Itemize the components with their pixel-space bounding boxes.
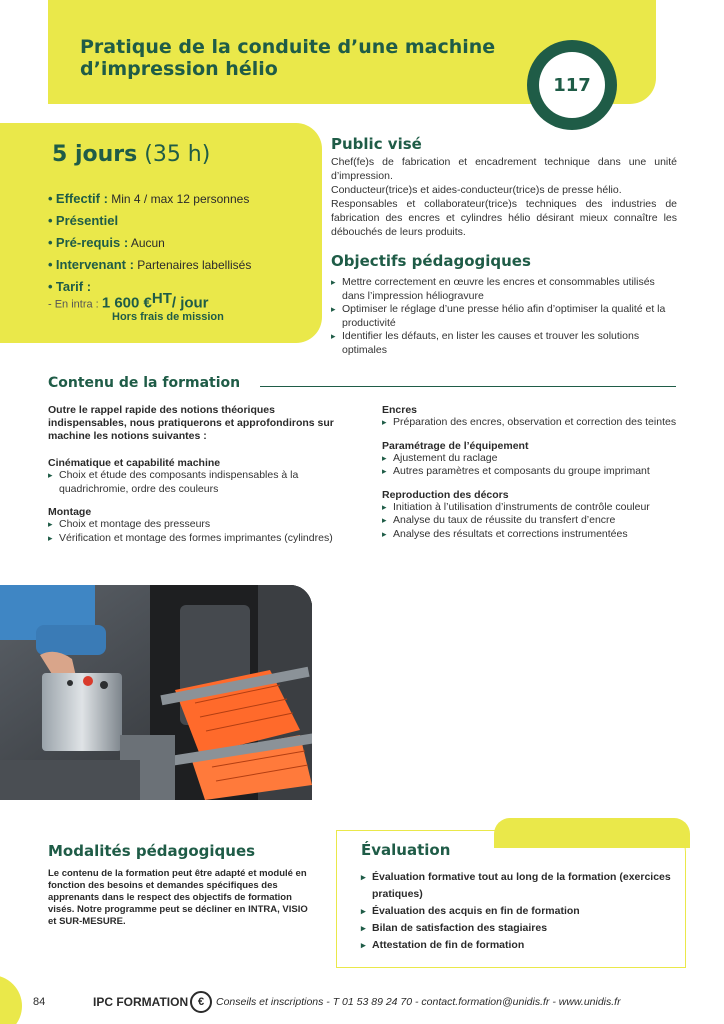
objectives-title: Objectifs pédagogiques [331, 252, 531, 270]
section-item: ▸ Choix et étude des composants indispensables à la quadrichromie, ordre des couleurs [48, 469, 348, 496]
section-item: ▸ Ajustement du raclage [382, 452, 682, 466]
section-item: ▸ Choix et montage des presseurs [48, 518, 348, 532]
evaluation-list [361, 869, 681, 954]
price-amount: 1 600 € [101, 294, 152, 312]
public-paragraph: Conducteur(trice)s et aides-conducteur(trice)s de presse hélio. [331, 184, 622, 196]
info-item: • Tarif : [48, 279, 92, 294]
evaluation-title: Évaluation [361, 841, 451, 859]
objectives-list [331, 276, 677, 357]
page-title: Pratique de la conduite d’une machine d’impression hélio [80, 36, 496, 80]
evaluation-item: ▸ Attestation de fin de formation [361, 937, 681, 954]
section-item: ▸ Autres paramètres et composants du groupe imprimant [382, 465, 682, 479]
objective-item: ▸ Mettre correctement en œuvre les encres et consommables utilisés dans l’impression héliogravure [331, 276, 677, 303]
section-list [382, 452, 682, 479]
section-item: ▸ Analyse des résultats et corrections instrumentées [382, 528, 682, 542]
brand-logo-icon: € [190, 991, 212, 1013]
content-divider [260, 386, 676, 387]
price-sup: HT [151, 290, 172, 307]
footer-contact: Conseils et inscriptions - T 01 53 89 24 70 - contact.formation@unidis.fr - www.unidis.fr [216, 996, 621, 1008]
section-title: Montage [48, 506, 92, 518]
page-number: 84 [33, 996, 46, 1008]
section-item: ▸ Vérification et montage des formes imprimantes (cylindres) [48, 532, 348, 546]
evaluation-item: ▸ Évaluation formative tout au long de la formation (exercices pratiques) [361, 869, 681, 903]
section-item: ▸ Préparation des encres, observation et correction des teintes [382, 416, 682, 430]
public-text [331, 155, 677, 239]
info-item: • Effectif : Min 4 / max 12 personnes [48, 191, 250, 206]
course-code: 117 [539, 52, 605, 118]
objective-item: ▸ Identifier les défauts, en lister les causes et trouver les solutions optimales [331, 330, 677, 357]
info-list [48, 188, 318, 298]
section-item: ▸ Analyse du taux de réussite du transfert d’encre [382, 514, 682, 528]
public-paragraph: Chef(fe)s de fabrication et encadrement technique dans une unité d’impression. [331, 156, 677, 182]
section-title: Reproduction des décors [382, 488, 509, 501]
printing-press-illustration [0, 585, 312, 800]
price-prefix: - En intra : [48, 298, 99, 311]
section-title: Encres [382, 404, 418, 416]
page-corner-dot [0, 975, 22, 1024]
section-list [48, 469, 348, 496]
section-item: ▸ Initiation à l’utilisation d’instruments de contrôle couleur [382, 501, 682, 515]
duration-hours: (35 h) [144, 142, 211, 167]
section-list [382, 416, 682, 430]
section-list [382, 501, 682, 542]
evaluation-item: ▸ Bilan de satisfaction des stagiaires [361, 920, 681, 937]
printing-press-photo [0, 585, 312, 800]
public-title: Public visé [331, 135, 422, 153]
public-paragraph: Responsables et collaborateur(trice)s techniques des industries de fabrication des encres et cylindres hélio désirant mieux connaître les débouchés de leurs produits. [331, 198, 677, 238]
info-item: • Présentiel [48, 213, 119, 228]
price-note: Hors frais de mission [112, 311, 224, 323]
footer-brand: IPC FORMATION [93, 995, 189, 1009]
content-left-column [48, 457, 348, 545]
modalities-text: Le contenu de la formation peut être adapté et modulé en fonction des besoins et demandes spécifiques des apprenants dans le respect des objectifs de formation visés. Notre programme peut se décliner en INTRA, VISIO et SUR-MESURE. [48, 868, 308, 927]
modalities-title: Modalités pédagogiques [48, 842, 256, 860]
price-line [48, 290, 209, 312]
section-list [48, 518, 348, 545]
course-code-badge [527, 40, 617, 130]
objective-item: ▸ Optimiser le réglage d’une presse hélio afin d’optimiser la qualité et la productivité [331, 303, 677, 330]
section-title: Paramétrage de l’équipement [382, 439, 529, 452]
duration [52, 142, 210, 167]
price-unit: / jour [171, 294, 209, 312]
evaluation-item: ▸ Évaluation des acquis en fin de formation [361, 903, 681, 920]
duration-days: 5 jours [52, 142, 138, 167]
content-right-column [382, 404, 682, 541]
content-intro: Outre le rappel rapide des notions théoriques indispensables, nous pratiquerons et approfondirons sur machine les notions suivantes : [48, 404, 334, 442]
info-item: • Pré-requis : Aucun [48, 235, 165, 250]
info-item: • Intervenant : Partenaires labellisés [48, 257, 252, 272]
section-title: Cinématique et capabilité machine [48, 457, 221, 469]
content-title: Contenu de la formation [48, 375, 241, 391]
